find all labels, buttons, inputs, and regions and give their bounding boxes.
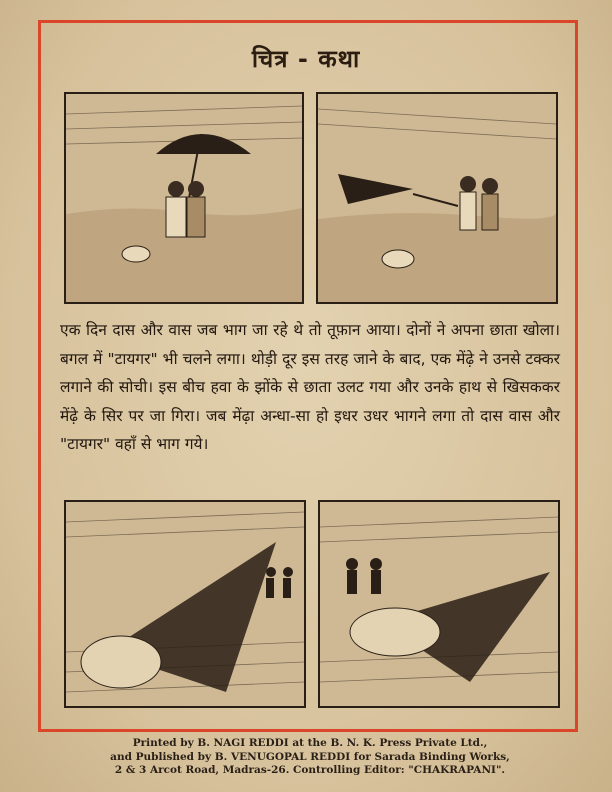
illustration-panel-4 xyxy=(318,500,560,708)
printer-imprint xyxy=(40,737,580,778)
page-title: चित्र - कथा xyxy=(251,45,361,73)
imprint-line: Printed by B. NAGI REDDI at the B. N. K. Press Private Ltd., xyxy=(132,737,488,749)
illustration-panel-2 xyxy=(316,92,558,304)
illustration-panel-1 xyxy=(64,92,304,304)
story-text: एक दिन दास और वास जब भाग जा रहे थे तो तूफ़ान आया। दोनों ने अपना छाता खोला। बगल में "टायगर" भी चलने लगा। थोड़ी दूर इस तरह जाने के बाद, एक मेंढ़े ने उनसे टक्कर लगाने की सोची। इस बीच हवा के झोंके से छाता उलट गया और उनके हाथ से खिसककर मेंढ़े के सिर पर जा गिरा। जब मेंढ़ा अन्धा-सा हो इधर उधर भागने लगा तो दास वास और "टायगर" वहाँ से भाग गये। xyxy=(60,321,560,453)
illustration-panel-3 xyxy=(64,500,306,708)
imprint-line: 2 & 3 Arcot Road, Madras-26. Controlling Editor: "CHAKRAPANI". xyxy=(114,764,506,776)
imprint-line: and Published by B. VENUGOPAL REDDI for Sarada Binding Works, xyxy=(110,750,510,763)
